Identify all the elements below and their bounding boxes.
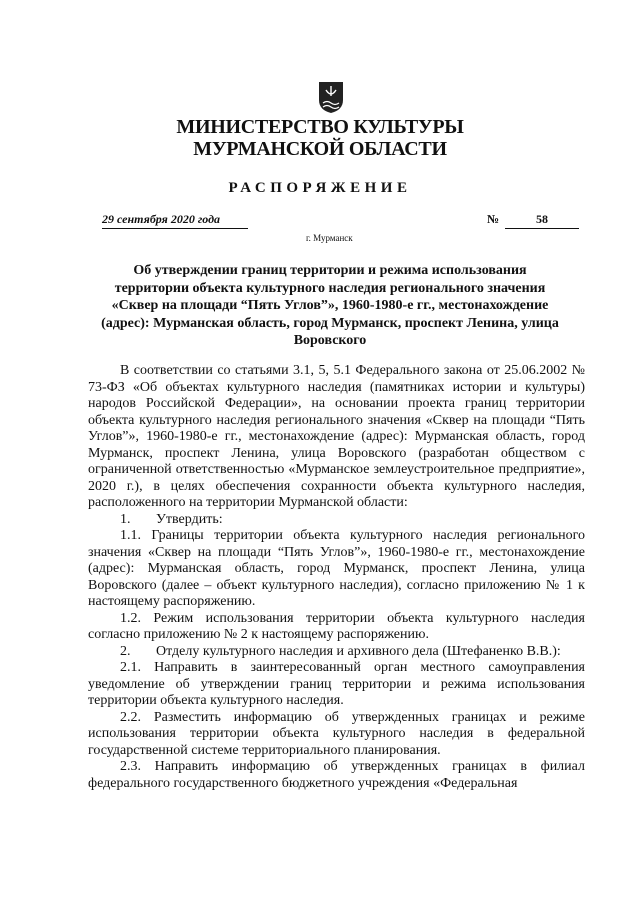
item-1-1-number: 1.1. xyxy=(120,528,141,543)
item-1-1 xyxy=(88,528,585,611)
intro-paragraph: В соответствии со статьями 3.1, 5, 5.1 Федерального закона от 25.06.2002 № 73-ФЗ «Об объектах культурного наследия (памятниках истории и культуры) народов Российской Федерации», на основании проекта границ территории объекта культурного наследия регионального значения «Сквер на площади “Пять Углов”», 1960-1980-е гг., местонахождение (адрес): Мурманская область, город Мурманск, проспект Ленина, улица Воровского (разработан обществом с ограниченной ответственностью «Мурманское землеустроительное предприятие», 2020 г.), в целях обеспечения сохранности объекта культурного наследия, расположенного на территории Мурманской области: xyxy=(88,363,585,510)
item-1-2-number: 1.2. xyxy=(120,610,141,626)
item-2-3 xyxy=(88,759,585,792)
item-1 xyxy=(88,512,585,529)
document-date: 29 сентября 2020 года xyxy=(102,212,248,229)
item-2-text: Отделу культурного наследия и архивного дела (Штефаненко В.В.): xyxy=(156,643,561,659)
item-1-2 xyxy=(88,611,585,644)
item-2-1-text: Направить в заинтересованный орган местного самоуправления уведомление об утверждении границ территории и режима использования территории объекта культурного наследия. xyxy=(88,660,585,708)
item-2 xyxy=(88,644,585,661)
item-1-1-text: Границы территории объекта культурного наследия регионального значения «Сквер на площади “Пять Углов”», 1960-1980-е гг., местонахождение (адрес): Мурманская область, город Мурманск, проспект Ленина, улица Воровского (далее – объект культурного наследия), согласно приложению № 1 к настоящему распоряжению. xyxy=(88,528,585,609)
item-2-2-text: Разместить информацию об утвержденных границах и режиме использования территории объекта культурного наследия в федеральной государственной системе территориального планирования. xyxy=(88,709,585,758)
item-2-3-number: 2.3. xyxy=(120,759,141,774)
ministry-line-1: МИНИСТЕРСТВО КУЛЬТУРЫ xyxy=(176,116,464,138)
item-2-2-number: 2.2. xyxy=(120,709,141,725)
document-number: 58 xyxy=(505,212,579,229)
ministry-name xyxy=(0,116,640,160)
number-sign: № xyxy=(487,212,500,226)
item-1-text: Утвердить: xyxy=(156,511,223,527)
document-body xyxy=(88,363,585,792)
ministry-line-2: МУРМАНСКОЙ ОБЛАСТИ xyxy=(193,138,447,160)
coat-of-arms-icon xyxy=(317,80,345,114)
item-2-3-text: Направить информацию об утвержденных границах в филиал федерального государственного бюджетного учреждения «Федеральная xyxy=(88,759,585,791)
item-2-1 xyxy=(88,660,585,710)
document-type: РАСПОРЯЖЕНИЕ xyxy=(228,180,412,196)
item-1-number: 1. xyxy=(120,511,131,527)
document-subject: Об утверждении границ территории и режима использования территории объекта культурного наследия регионального значения «Сквер на площади “Пять Углов”», 1960-1980-е гг., местонахождение (адрес): Мурманская область, город Мурманск, проспект Ленина, улица Воровского xyxy=(101,263,559,348)
item-2-1-number: 2.1. xyxy=(120,660,141,675)
item-2-number: 2. xyxy=(120,643,131,659)
item-1-2-text: Режим использования территории объекта культурного наследия согласно приложению № 2 к настоящему распоряжению. xyxy=(88,610,585,642)
item-2-2 xyxy=(88,710,585,760)
city: г. Мурманск xyxy=(306,233,353,243)
